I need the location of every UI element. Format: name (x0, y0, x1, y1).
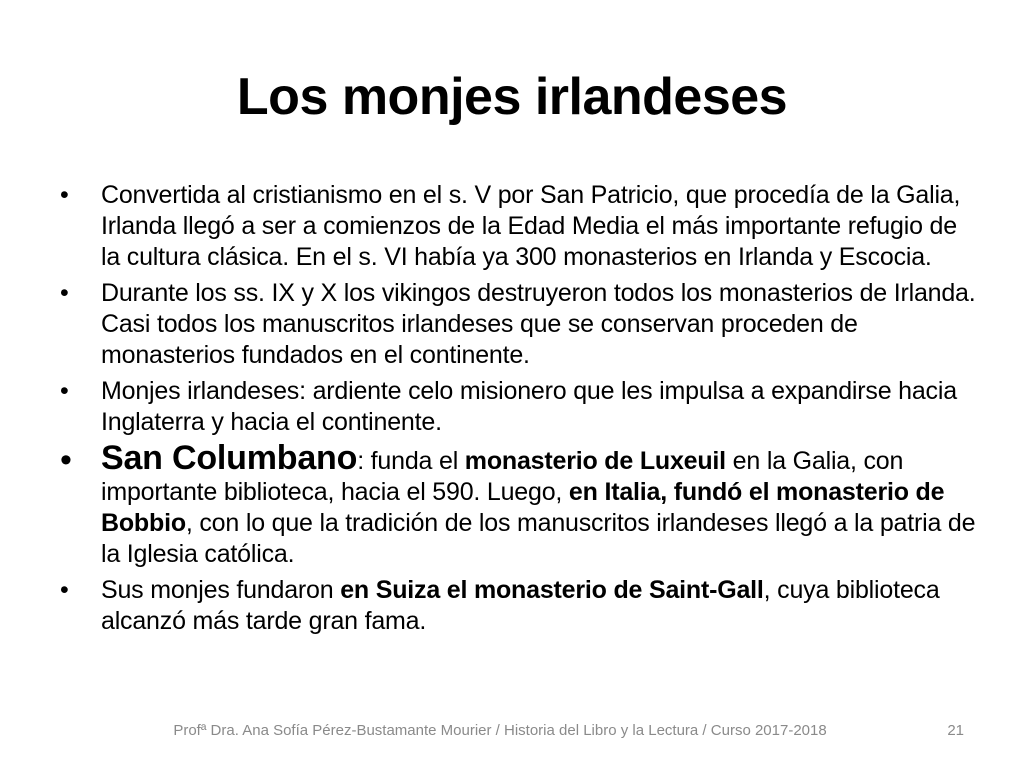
bullet-marker: • (60, 181, 69, 209)
bullet-item (56, 180, 976, 273)
bullet-text: en la Galia, con importante biblioteca, hacia el 590. Luego, (101, 447, 904, 506)
bullet-item (56, 278, 976, 371)
bold-text: en Italia, fundó el monasterio de Bobbio (101, 478, 945, 537)
bullet-marker: • (60, 377, 69, 405)
bullet-item-san-columbano (56, 439, 976, 570)
bullet-item (56, 376, 976, 438)
bullet-marker: • (60, 576, 69, 604)
bullet-marker-large: • (60, 441, 72, 479)
bullet-text: , con lo que la tradición de los manuscritos irlandeses llegó a la patria de la Iglesia católica. (101, 509, 976, 568)
bullet-text: Durante los ss. IX y X los vikingos destruyeron todos los monasterios de Irlanda. Casi todos los manuscritos irlandeses que se conservan proceden de monasterios fundados en el continente. (101, 279, 976, 369)
bullet-text: Convertida al cristianismo en el s. V por San Patricio, que procedía de la Galia, Irlanda llegó a ser a comienzos de la Edad Media el más importante refugio de la cultura clásica. En el s. VI había ya 300 monasterios en Irlanda y Escocia. (101, 181, 961, 271)
bold-text: en Suiza el monasterio de Saint-Gall (340, 576, 764, 604)
bullet-text: : funda el (357, 447, 465, 475)
bullet-item (56, 575, 976, 637)
bullet-marker: • (60, 279, 69, 307)
slide-footer: Profª Dra. Ana Sofía Pérez-Bustamante Mourier / Historia del Libro y la Lectura / Curso 2017-2018 (173, 722, 827, 739)
bold-text: monasterio de Luxeuil (464, 447, 726, 475)
bullet-text: Sus monjes fundaron (101, 576, 341, 604)
bullet-text: , cuya biblioteca alcanzó más tarde gran fama. (101, 576, 940, 635)
bullet-list (56, 180, 976, 642)
slide-title: Los monjes irlandeses (236, 68, 788, 126)
page-number: 21 (947, 722, 964, 739)
bullet-text: Monjes irlandeses: ardiente celo misionero que les impulsa a expandirse hacia Inglaterra y hacia el continente. (101, 377, 957, 436)
highlight-name: San Columbano (101, 439, 358, 477)
